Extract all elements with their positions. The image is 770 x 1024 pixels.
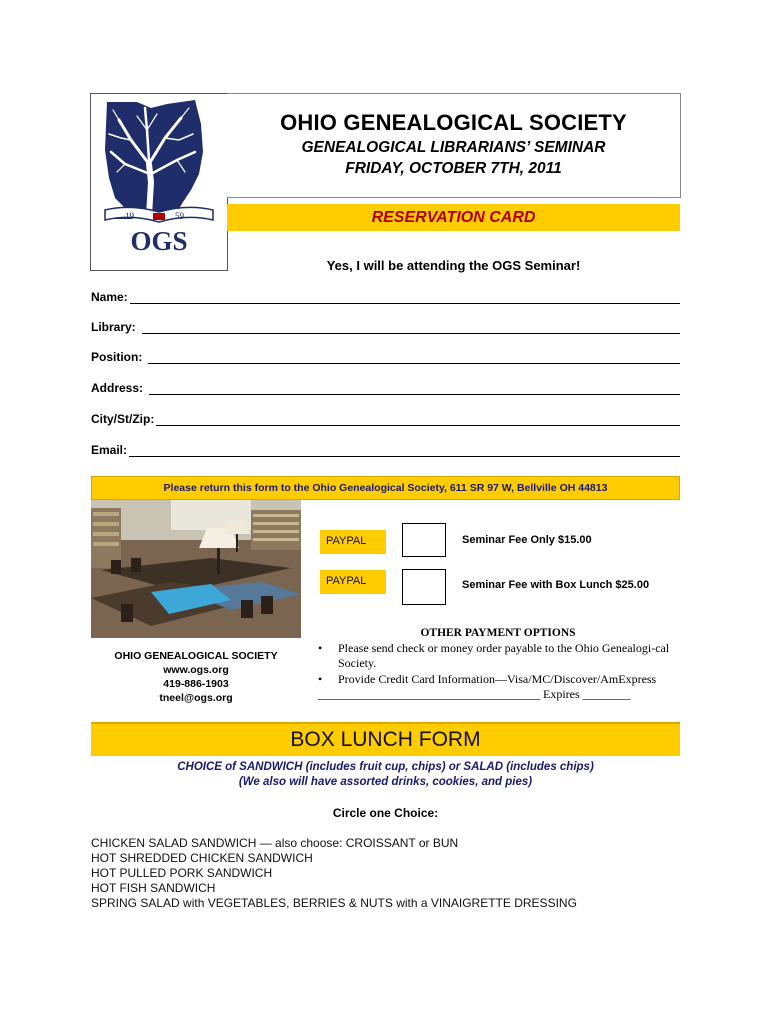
other-payment-list xyxy=(318,641,680,702)
contact-phone: 419-886-1903 xyxy=(163,678,229,690)
seminar-date: FRIDAY, OCTOBER 7TH, 2011 xyxy=(345,160,562,177)
email-field[interactable] xyxy=(91,441,680,457)
return-notice-banner xyxy=(91,476,680,500)
seminar-subtitle: GENEALOGICAL LIBRARIANS’ SEMINAR xyxy=(301,139,606,156)
city-state-zip-label: City/St/Zip: xyxy=(91,412,155,426)
lunch-option-spring-salad[interactable]: SPRING SALAD with VEGETABLES, BERRIES & NUTS with a VINAIGRETTE DRESSING xyxy=(91,896,577,910)
bullet-icon: • xyxy=(318,641,323,655)
bullet-icon: • xyxy=(318,672,323,686)
attending-statement: Yes, I will be attending the OGS Seminar! xyxy=(326,258,581,273)
box-lunch-title: BOX LUNCH FORM xyxy=(290,728,481,751)
page-title: OHIO GENEALOGICAL SOCIETY xyxy=(280,110,627,135)
ogs-logo xyxy=(90,93,228,271)
seminar-fee-with-lunch: Seminar Fee with Box Lunch $25.00 xyxy=(462,579,650,591)
assorted-extras-note: (We also will have assorted drinks, cookies, and pies) xyxy=(238,776,533,788)
position-line[interactable] xyxy=(148,363,680,364)
seminar-fee-only: Seminar Fee Only $15.00 xyxy=(462,534,592,546)
address-line[interactable] xyxy=(149,394,680,395)
seminar-only-checkbox[interactable] xyxy=(402,523,446,557)
lunch-option-fish[interactable]: HOT FISH SANDWICH xyxy=(91,881,216,895)
payment-option-check xyxy=(318,641,680,671)
library-label: Library: xyxy=(91,320,136,334)
library-room-image xyxy=(91,500,301,638)
credit-card-number-expires-line[interactable]: _____________________________________ Expires ________ xyxy=(318,687,631,701)
logo-initials: OGS xyxy=(130,226,188,256)
library-photo xyxy=(91,500,301,638)
address-field[interactable] xyxy=(91,379,680,395)
return-notice: Please return this form to the Ohio Genealogical Society, 611 SR 97 W, Bellville OH 44813 xyxy=(163,482,608,494)
lunch-option-chicken-salad[interactable]: CHICKEN SALAD SANDWICH — also choose: CROISSANT or BUN xyxy=(91,836,459,850)
paypal-button-seminar-only[interactable]: PAYPAL xyxy=(320,530,386,554)
ohio-tree-logo-icon xyxy=(91,94,227,270)
seminar-with-lunch-checkbox[interactable] xyxy=(402,569,446,605)
position-field[interactable] xyxy=(91,348,680,364)
name-line[interactable] xyxy=(130,303,680,304)
city-state-zip-line[interactable] xyxy=(156,425,680,426)
library-field[interactable] xyxy=(91,318,680,334)
reservation-card-banner xyxy=(227,204,680,231)
paypal-button-with-lunch[interactable]: PAYPAL xyxy=(320,570,386,594)
lunch-menu-list xyxy=(91,836,680,911)
logo-year-left: 19 xyxy=(125,211,134,221)
email-label: Email: xyxy=(91,443,128,457)
circle-one-choice: Circle one Choice: xyxy=(332,806,439,820)
address-label: Address: xyxy=(91,381,144,395)
name-label: Name: xyxy=(91,290,128,304)
city-state-zip-field[interactable] xyxy=(91,410,680,426)
lunch-option-pulled-pork[interactable]: HOT PULLED PORK SANDWICH xyxy=(91,866,273,880)
name-field[interactable] xyxy=(91,288,680,304)
payment-option-check-text: Please send check or money order payable to the Ohio Genealogi-cal Society. xyxy=(338,641,670,670)
reservation-card-label: RESERVATION CARD xyxy=(371,209,536,226)
contact-website[interactable]: www.ogs.org xyxy=(163,664,229,676)
position-label: Position: xyxy=(91,350,143,364)
sandwich-or-salad-choice: CHOICE of SANDWICH (includes fruit cup, chips) or SALAD (includes chips) xyxy=(177,761,594,773)
library-line[interactable] xyxy=(142,333,680,334)
lunch-option-shredded-chicken[interactable]: HOT SHREDDED CHICKEN SANDWICH xyxy=(91,851,313,865)
contact-org: OHIO GENEALOGICAL SOCIETY xyxy=(114,650,278,662)
payment-option-credit-card-text: Provide Credit Card Information—Visa/MC/Discover/AmExpress xyxy=(338,672,657,686)
box-lunch-banner xyxy=(91,722,680,756)
contact-email[interactable]: tneel@ogs.org xyxy=(159,692,233,704)
payment-option-credit-card xyxy=(318,672,680,687)
email-line[interactable] xyxy=(129,456,680,457)
logo-year-right: 59 xyxy=(175,211,184,221)
other-payment-title: OTHER PAYMENT OPTIONS xyxy=(420,627,576,639)
